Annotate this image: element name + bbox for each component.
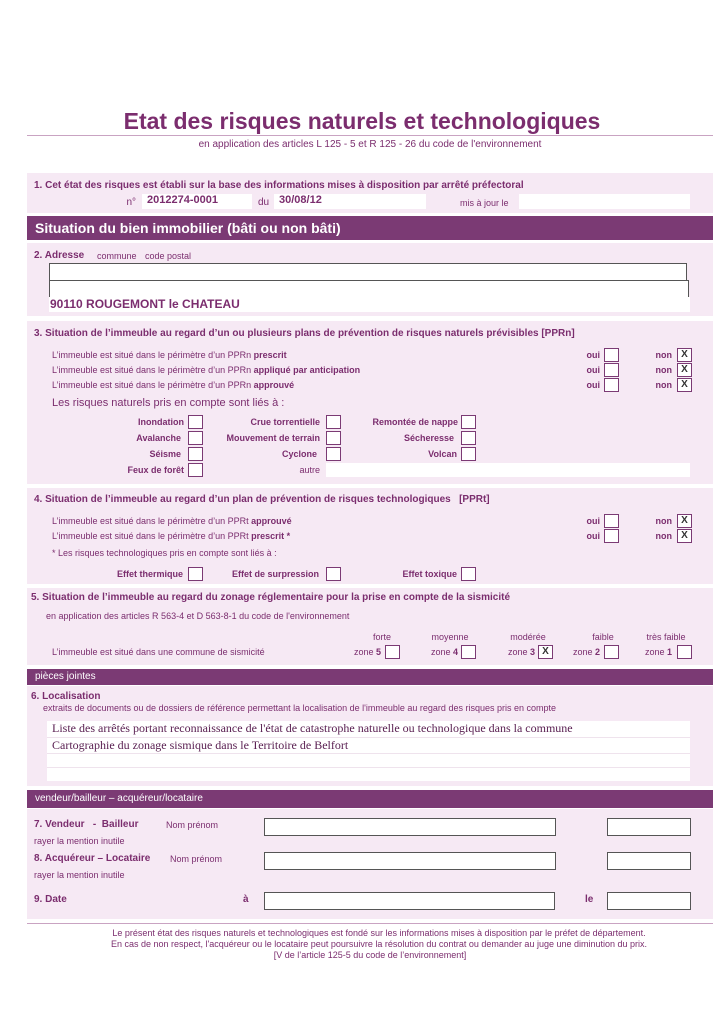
- oui-label: oui: [586, 380, 600, 390]
- seismic-zone-3-checkbox[interactable]: X: [538, 645, 553, 659]
- risk-mouvement-checkbox[interactable]: [326, 431, 341, 445]
- date-place-field[interactable]: [264, 892, 555, 910]
- non-label: non: [655, 380, 672, 390]
- seismic-zone-5-label: [336, 647, 381, 657]
- localisation-line-2-value: Cartographie du zonage sismique dans le Territoire de Belfort: [52, 738, 349, 752]
- date-heading: 9. Date: [34, 894, 67, 905]
- risk-label-avalanche: Avalanche: [136, 433, 181, 443]
- zone-number: 1: [666, 647, 672, 657]
- risk-volcan-checkbox[interactable]: [461, 447, 476, 461]
- seismic-zone-4-checkbox[interactable]: [461, 645, 476, 659]
- effect-toxique-checkbox[interactable]: [461, 567, 476, 581]
- risk-label-volcan: Volcan: [428, 449, 457, 459]
- non-label: non: [655, 531, 672, 541]
- section-6-heading: 6. Localisation: [31, 691, 101, 702]
- pprn-prescrit-oui-checkbox[interactable]: [604, 348, 619, 362]
- address-line-2[interactable]: [49, 280, 689, 298]
- vendeur-mention: rayer la mention inutile: [34, 836, 125, 846]
- zone-number: 3: [529, 647, 535, 657]
- arrete-number-field[interactable]: [142, 194, 252, 209]
- pprn-anticipation-oui-checkbox[interactable]: [604, 363, 619, 377]
- attachments-band: pièces jointes: [27, 669, 713, 685]
- vendeur-name-field[interactable]: [264, 818, 556, 836]
- footer-line-3: [V de l’article 125-5 du code de l’environnement]: [273, 950, 467, 960]
- oui-label: oui: [586, 516, 600, 526]
- effect-label-toxique: Effet toxique: [402, 569, 457, 579]
- risk-label-mouvement: Mouvement de terrain: [226, 433, 320, 443]
- risk-label-crue: Crue torrentielle: [250, 417, 320, 427]
- pprt-row-keyword: prescrit *: [251, 531, 291, 541]
- pprn-row-anticipation: [52, 365, 360, 375]
- localisation-line-3[interactable]: [47, 753, 690, 767]
- arrete-date-label: du: [258, 197, 270, 208]
- risk-inondation-checkbox[interactable]: [188, 415, 203, 429]
- risk-label-secheresse: Sécheresse: [403, 433, 454, 443]
- acquereur-name-label: Nom prénom: [170, 854, 223, 864]
- risk-seisme-checkbox[interactable]: [188, 447, 203, 461]
- footer-line-2: En cas de non respect, l'acquéreur ou le locataire peut poursuivre la résolution du contrat ou demander au juge une diminution du prix.: [110, 939, 648, 949]
- parties-band: vendeur/bailleur – acquéreur/locataire: [27, 790, 713, 808]
- localisation-line-2[interactable]: [47, 737, 690, 753]
- pprt-row-approuve: [52, 516, 292, 526]
- risk-crue-checkbox[interactable]: [326, 415, 341, 429]
- acquereur-mention: rayer la mention inutile: [34, 870, 125, 880]
- page-title: Etat des risques naturels et technologiques: [123, 108, 601, 134]
- section-4-heading-tag: [PPRt]: [459, 494, 490, 505]
- zone-word: zone: [507, 647, 528, 657]
- section-4-heading-text: 4. Situation de l’immeuble au regard d’un plan de prévention de risques technologiques: [34, 494, 451, 505]
- effect-surpression-checkbox[interactable]: [326, 567, 341, 581]
- effect-label-thermique: Effet thermique: [116, 569, 183, 579]
- localisation-line-1[interactable]: [47, 721, 690, 737]
- address-line-1[interactable]: [49, 263, 687, 281]
- update-date-label: mis à jour le: [460, 198, 509, 208]
- zone-number: 5: [375, 647, 381, 657]
- update-date-field[interactable]: [519, 194, 690, 209]
- zone-word: zone: [430, 647, 451, 657]
- footer-line-1: Le présent état des risques naturels et technologiques est fondé sur les informations mises à disposition par le préfet de département.: [112, 928, 646, 938]
- pprt-prescrit-non-checkbox[interactable]: X: [677, 529, 692, 543]
- section-6-subheading: extraits de documents ou de dossiers de référence permettant la localisation de l'immeuble au regard des risques pris en compte: [43, 703, 556, 713]
- pprn-row-keyword: approuvé: [253, 380, 295, 390]
- pprt-approuve-oui-checkbox[interactable]: [604, 514, 619, 528]
- pprn-row-keyword: prescrit: [253, 350, 287, 360]
- seismic-zone-2-label: [555, 647, 600, 657]
- vendeur-name-label: Nom prénom: [166, 820, 219, 830]
- section-5-heading: 5. Situation de l’immeuble au regard du zonage réglementaire pour la prise en compte de la sismicité: [31, 592, 511, 603]
- pprt-approuve-non-checkbox[interactable]: X: [677, 514, 692, 528]
- date-le-field[interactable]: [607, 892, 691, 910]
- pprn-anticipation-non-checkbox[interactable]: X: [677, 363, 692, 377]
- zone-number: 2: [594, 647, 600, 657]
- risk-cyclone-checkbox[interactable]: [326, 447, 341, 461]
- situation-band: Situation du bien immobilier (bâti ou non bâti): [27, 216, 713, 240]
- risk-label-inondation: Inondation: [138, 417, 184, 427]
- zone-number: 4: [452, 647, 458, 657]
- risk-label-remontee: Remontée de nappe: [372, 417, 458, 427]
- arrete-number-value: 2012274-0001: [147, 194, 218, 206]
- section-4-heading: [34, 494, 490, 505]
- non-label: non: [655, 365, 672, 375]
- seismic-level-label: moyenne: [431, 632, 469, 642]
- tech-risks-note: * Les risques technologiques pris en compte sont liés à :: [52, 548, 277, 558]
- acquereur-heading: 8. Acquéreur – Locataire: [34, 853, 151, 864]
- oui-label: oui: [586, 365, 600, 375]
- section-3-heading: 3. Situation de l’immeuble au regard d’un ou plusieurs plans de prévention de risques naturels prévisibles [PPRn]: [34, 328, 575, 339]
- pprt-row-keyword: approuvé: [251, 516, 292, 526]
- seismic-level-label: très faible: [646, 632, 686, 642]
- pprn-approuve-oui-checkbox[interactable]: [604, 378, 619, 392]
- localisation-line-1-value: Liste des arrêtés portant reconnaissance de l'état de catastrophe naturelle ou technologique dans la commune: [52, 721, 573, 735]
- seismic-level-label: modérée: [510, 632, 546, 642]
- seismic-level-label: forte: [372, 632, 391, 642]
- seismic-statement: L’immeuble est situé dans une commune de sismicité: [52, 647, 265, 657]
- risk-avalanche-checkbox[interactable]: [188, 431, 203, 445]
- zone-word: zone: [353, 647, 374, 657]
- arrete-number-label: n°: [126, 197, 136, 208]
- vendeur-heading: 7. Vendeur - Bailleur: [34, 819, 139, 830]
- pprt-row-text: L’immeuble est situé dans le périmètre d’un PPRt: [52, 531, 252, 541]
- vendeur-extra-field[interactable]: [607, 818, 691, 836]
- risk-secheresse-checkbox[interactable]: [461, 431, 476, 445]
- date-place-label: à: [243, 894, 249, 905]
- non-label: non: [655, 350, 672, 360]
- pprn-row-text: L’immeuble est situé dans le périmètre d’un PPRn: [52, 380, 254, 390]
- seismic-zone-3-label: [490, 647, 535, 657]
- pprt-prescrit-oui-checkbox[interactable]: [604, 529, 619, 543]
- seismic-zone-5-checkbox[interactable]: [385, 645, 400, 659]
- commune-label: commune: [97, 251, 137, 261]
- risk-label-cyclone: Cyclone: [281, 449, 317, 459]
- title-divider: [27, 135, 713, 136]
- zone-word: zone: [572, 647, 593, 657]
- address-city-field[interactable]: [49, 297, 690, 312]
- zone-word: zone: [644, 647, 665, 657]
- natural-risks-intro: Les risques naturels pris en compte sont liés à :: [52, 397, 285, 409]
- pprt-row-prescrit: [52, 531, 290, 541]
- localisation-line-4[interactable]: [47, 767, 690, 781]
- footer-divider: [27, 923, 713, 924]
- seismic-zone-4-label: [413, 647, 458, 657]
- pprn-row-text: L’immeuble est situé dans le périmètre d’un PPRn: [52, 350, 254, 360]
- date-le-label: le: [585, 894, 594, 905]
- seismic-zone-1-label: [627, 647, 672, 657]
- risk-label-feux: Feux de forêt: [127, 465, 184, 475]
- pprn-row-text: L’immeuble est situé dans le périmètre d’un PPRn: [52, 365, 254, 375]
- seismic-level-label: faible: [592, 632, 614, 642]
- pprn-row-keyword: appliqué par anticipation: [253, 365, 361, 375]
- section-5-subheading: en application des articles R 563-4 et D 563-8-1 du code de l'environnement: [46, 611, 350, 621]
- pprn-prescrit-non-checkbox[interactable]: X: [677, 348, 692, 362]
- section-2-heading: 2. Adresse: [34, 250, 85, 261]
- risk-feux-checkbox[interactable]: [188, 463, 203, 477]
- risk-remontee-checkbox[interactable]: [461, 415, 476, 429]
- arrete-date-value: 30/08/12: [279, 194, 322, 206]
- pprn-row-prescrit: [52, 350, 287, 360]
- risk-label-seisme: Séisme: [149, 449, 181, 459]
- oui-label: oui: [586, 531, 600, 541]
- pprn-row-approuve: [52, 380, 294, 390]
- effect-label-surpression: Effet de surpression: [231, 569, 319, 579]
- effect-thermique-checkbox[interactable]: [188, 567, 203, 581]
- acquereur-name-field[interactable]: [264, 852, 556, 870]
- seismic-zone-2-checkbox[interactable]: [604, 645, 619, 659]
- acquereur-extra-field[interactable]: [607, 852, 691, 870]
- postal-code-label: code postal: [145, 251, 192, 261]
- pprn-approuve-non-checkbox[interactable]: X: [677, 378, 692, 392]
- page-subtitle: en application des articles L 125 - 5 et R 125 - 26 du code de l'environnement: [198, 139, 542, 150]
- pprt-row-text: L’immeuble est situé dans le périmètre d’un PPRt: [52, 516, 252, 526]
- non-label: non: [655, 516, 672, 526]
- risk-label-autre: autre: [299, 465, 320, 475]
- risk-autre-field[interactable]: [326, 463, 690, 477]
- seismic-zone-1-checkbox[interactable]: [677, 645, 692, 659]
- oui-label: oui: [586, 350, 600, 360]
- address-city-value: 90110 ROUGEMONT le CHATEAU: [50, 297, 240, 311]
- arrete-date-field[interactable]: [274, 194, 426, 209]
- section-1-heading: 1. Cet état des risques est établi sur la base des informations mises à disposition par arrêté préfectoral: [34, 180, 524, 191]
